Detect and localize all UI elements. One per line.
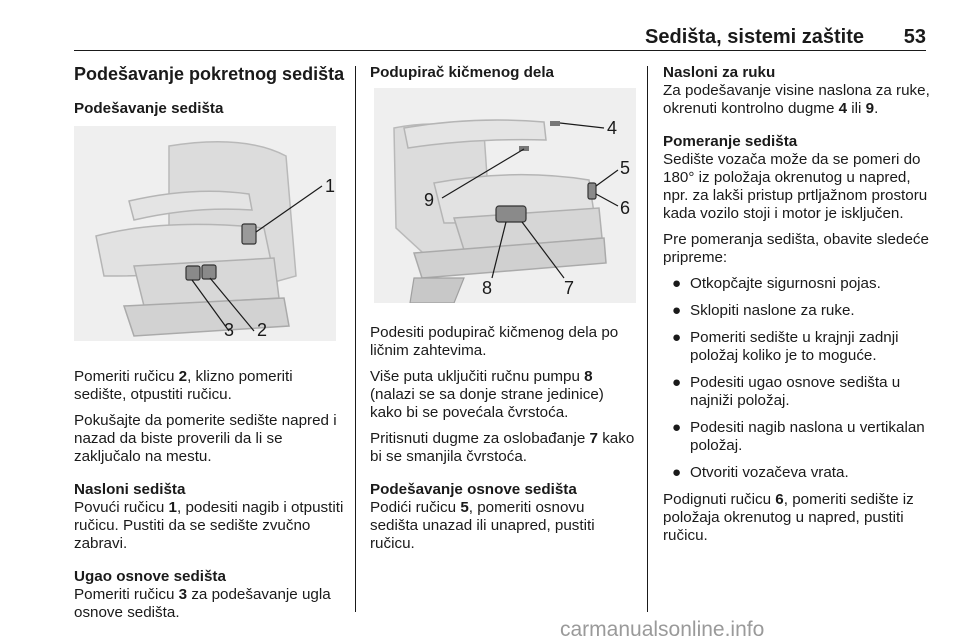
list-item: ● Podesiti ugao osnove sedišta u najniži položaj. xyxy=(672,374,901,409)
column-2 xyxy=(370,64,635,561)
heading-armrest: Nasloni za ruku xyxy=(663,64,776,81)
lumbar-support-figure xyxy=(374,88,636,303)
paragraph-seat-base: Podići ručicu 5, pomeriti osnovu sedišta unazad ili unapred, pustiti ručicu. xyxy=(370,499,595,552)
figure-label-6: 6 xyxy=(620,198,631,218)
heading-seat-swivel: Pomeranje sedišta xyxy=(663,133,798,150)
paragraph-backrest: Povući ručicu 1, podesiti nagib i otpustiti ručicu. Pustiti da se sedište zvučno zabravi. xyxy=(74,499,344,552)
watermark: carmanualsonline.info xyxy=(560,618,765,641)
figure-label-2: 2 xyxy=(257,320,268,340)
paragraph-slide: Pomeriti ručicu 2, klizno pomeriti sedište, otpustiti ručicu. xyxy=(74,368,293,403)
page-header xyxy=(74,26,926,51)
lever-2 xyxy=(202,265,216,279)
bullet-icon: ● xyxy=(672,302,682,319)
lever-1 xyxy=(242,224,256,244)
paragraph-check-lock: Pokušajte da pomerite sedište napred i nazad da biste proverili da li se zaključalo na mestu. xyxy=(74,412,337,465)
bullet-icon: ● xyxy=(672,329,682,346)
bullet-icon: ● xyxy=(672,419,682,436)
lever-5 xyxy=(588,183,596,199)
bullet-icon: ● xyxy=(672,464,682,481)
figure-label-4: 4 xyxy=(607,118,618,138)
figure-label-9: 9 xyxy=(424,190,435,210)
seat-foot xyxy=(410,278,464,303)
knob-4 xyxy=(550,121,560,126)
column-3 xyxy=(663,64,931,553)
list-item: ● Otkopčajte sigurnosni pojas. xyxy=(672,275,881,292)
page-number: 53 xyxy=(903,26,926,48)
figure-label-7: 7 xyxy=(564,278,575,298)
figure-label-3: 3 xyxy=(224,320,235,340)
paragraph-preparation: Pre pomeranja sedišta, obavite sledeće pripreme: xyxy=(663,231,929,266)
paragraph-seat-swivel: Sedište vozača može da se pomeri do 180° iz položaja okrenutog u napred, npr. za lakši pristup prtljažnom prostoru kada vozilo stoji i motor je isključen. xyxy=(663,151,928,222)
chapter-title: Sedišta, sistemi zaštite xyxy=(645,26,864,48)
paragraph-pump: Više puta uključiti ručnu pumpu 8 (nalazi se sa donje strane jedinice) kako bi se povećala čvrstoća. xyxy=(370,368,604,421)
seat-adjustment-figure xyxy=(74,126,336,341)
pump-8 xyxy=(496,206,526,222)
heading-backrest: Nasloni sedišta xyxy=(74,481,186,498)
list-item: ● Sklopiti naslone za ruke. xyxy=(672,302,855,319)
list-item: ● Pomeriti sedište u krajnji zadnji položaj koliko je to moguće. xyxy=(672,329,899,364)
bullet-icon: ● xyxy=(672,275,682,292)
lever-3 xyxy=(186,266,200,280)
bullet-icon: ● xyxy=(672,374,682,391)
preparation-list xyxy=(663,275,931,482)
subsection-title: Podešavanje sedišta xyxy=(74,100,224,117)
knob-9 xyxy=(519,146,529,151)
paragraph-armrest: Za podešavanje visine naslona za ruke, okrenuti kontrolno dugme 4 ili 9. xyxy=(663,82,930,117)
heading-seat-base: Podešavanje osnove sedišta xyxy=(370,481,577,498)
figure-label-1: 1 xyxy=(325,176,336,196)
list-item: ● Otvoriti vozačeva vrata. xyxy=(672,464,849,481)
figure-label-5: 5 xyxy=(620,158,631,178)
column-1 xyxy=(74,64,346,630)
column-divider-1 xyxy=(355,66,356,612)
paragraph-release: Pritisnuti dugme za oslobađanje 7 kako bi se smanjila čvrstoća. xyxy=(370,430,635,465)
heading-lumbar: Podupirač kičmenog dela xyxy=(370,64,554,81)
column-divider-2 xyxy=(647,66,648,612)
paragraph-swivel-lever: Podignuti ručicu 6, pomeriti sedište iz položaja okrenutog u napred, pustiti ručicu. xyxy=(663,491,914,544)
paragraph-lumbar: Podesiti podupirač kičmenog dela po ličnim zahtevima. xyxy=(370,324,619,359)
heading-seat-angle: Ugao osnove sedišta xyxy=(74,568,226,585)
figure-label-8: 8 xyxy=(482,278,493,298)
section-title: Podešavanje pokretnog sedišta xyxy=(74,64,345,84)
paragraph-seat-angle: Pomeriti ručicu 3 za podešavanje ugla osnove sedišta. xyxy=(74,586,331,621)
list-item: ● Podesiti nagib naslona u vertikalan položaj. xyxy=(672,419,925,454)
